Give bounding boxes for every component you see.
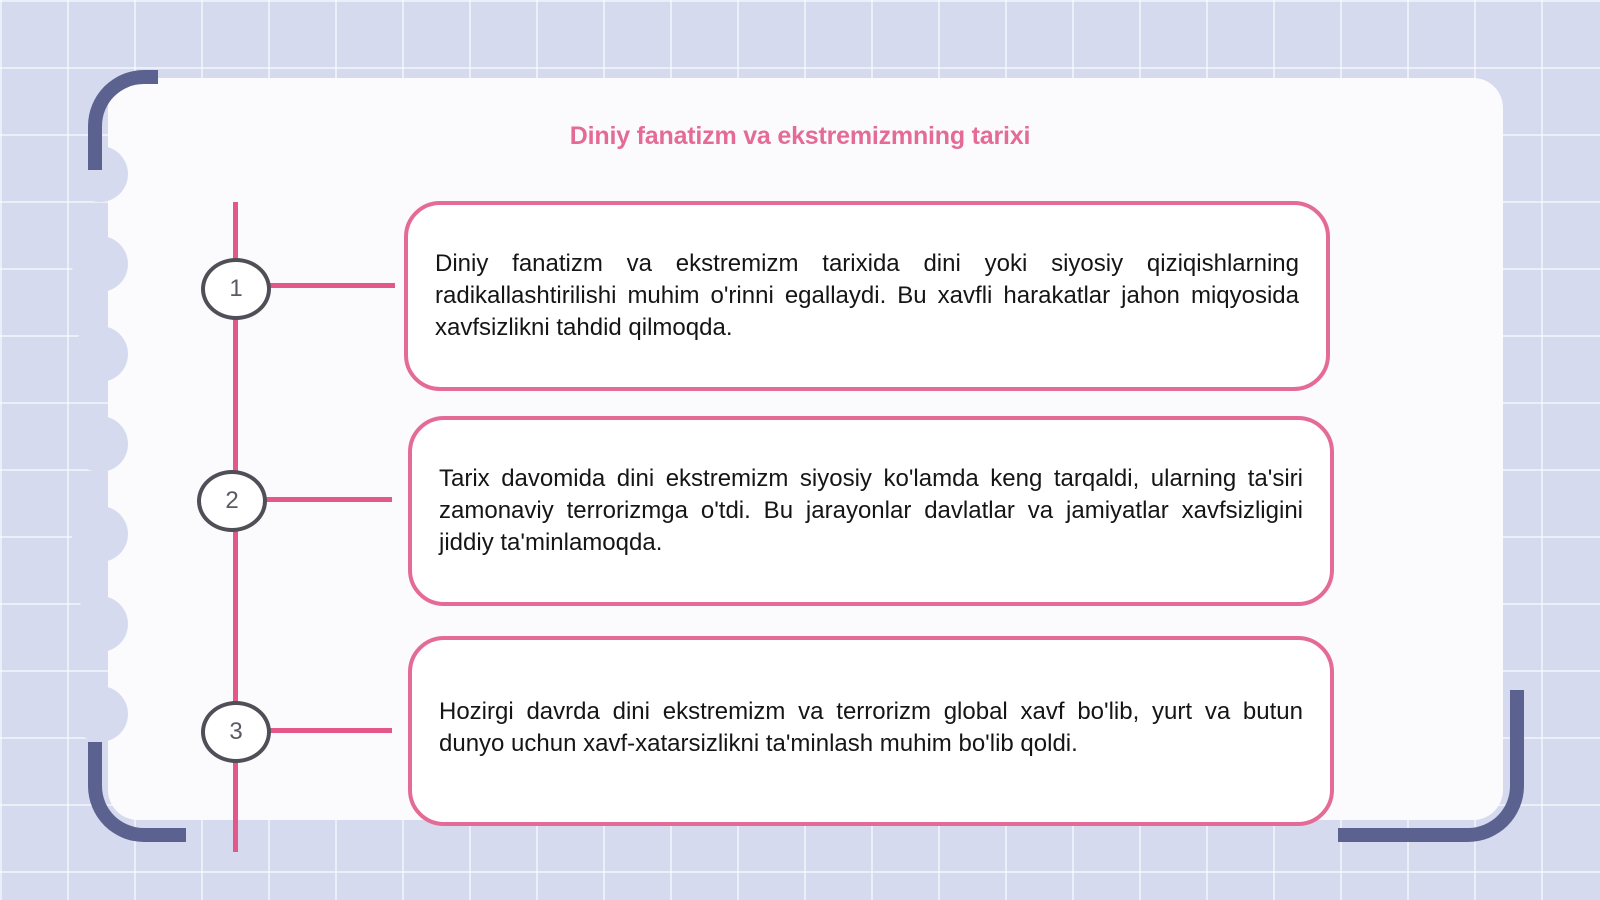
notebook-tab: [72, 236, 128, 292]
slide-title: Diniy fanatizm va ekstremizmning tarixi: [569, 122, 1031, 150]
timeline-text-2: Tarix davomida dini ekstremizm siyosiy ko'lamda keng tarqaldi, ularning ta'siri zamonaviy terrorizmga o'tdi. Bu jarayonlar davlatlar va jamiyatlar xavfsizligini jiddiy ta'minlamoqda.: [439, 465, 1303, 556]
timeline-text-box-1: [404, 201, 1330, 391]
corner-bracket-top-left: [88, 70, 158, 170]
corner-bracket-bottom-right: [1338, 690, 1524, 842]
timeline-node-1: 1: [201, 258, 271, 320]
notebook-tab: [72, 326, 128, 382]
timeline-node-2: 2: [197, 470, 267, 532]
corner-bracket-bottom-left: [88, 742, 186, 842]
timeline-text-box-3: [408, 636, 1334, 826]
notebook-tab: [72, 506, 128, 562]
timeline-text-3: Hozirgi davrda dini ekstremizm va terrorizm global xavf bo'lib, yurt va butun dunyo uchun xavf-xatarsizlikni ta'minlash muhim bo'lib qoldi.: [439, 698, 1303, 757]
notebook-tab: [72, 596, 128, 652]
timeline-text-box-2: [408, 416, 1334, 606]
notebook-tab: [72, 416, 128, 472]
notebook-tab: [72, 686, 128, 742]
timeline-connector: [264, 283, 395, 288]
timeline-text-1: Diniy fanatizm va ekstremizm tarixida dini yoki siyosiy qiziqishlarning radikallashtirilishi muhim o'rinni egallaydi. Bu xavfli harakatlar jahon miqyosida xavfsizlikni tahdid qilmoqda.: [435, 250, 1299, 341]
timeline-node-3: 3: [201, 701, 271, 763]
timeline-connector: [260, 497, 392, 502]
timeline-connector: [264, 728, 392, 733]
